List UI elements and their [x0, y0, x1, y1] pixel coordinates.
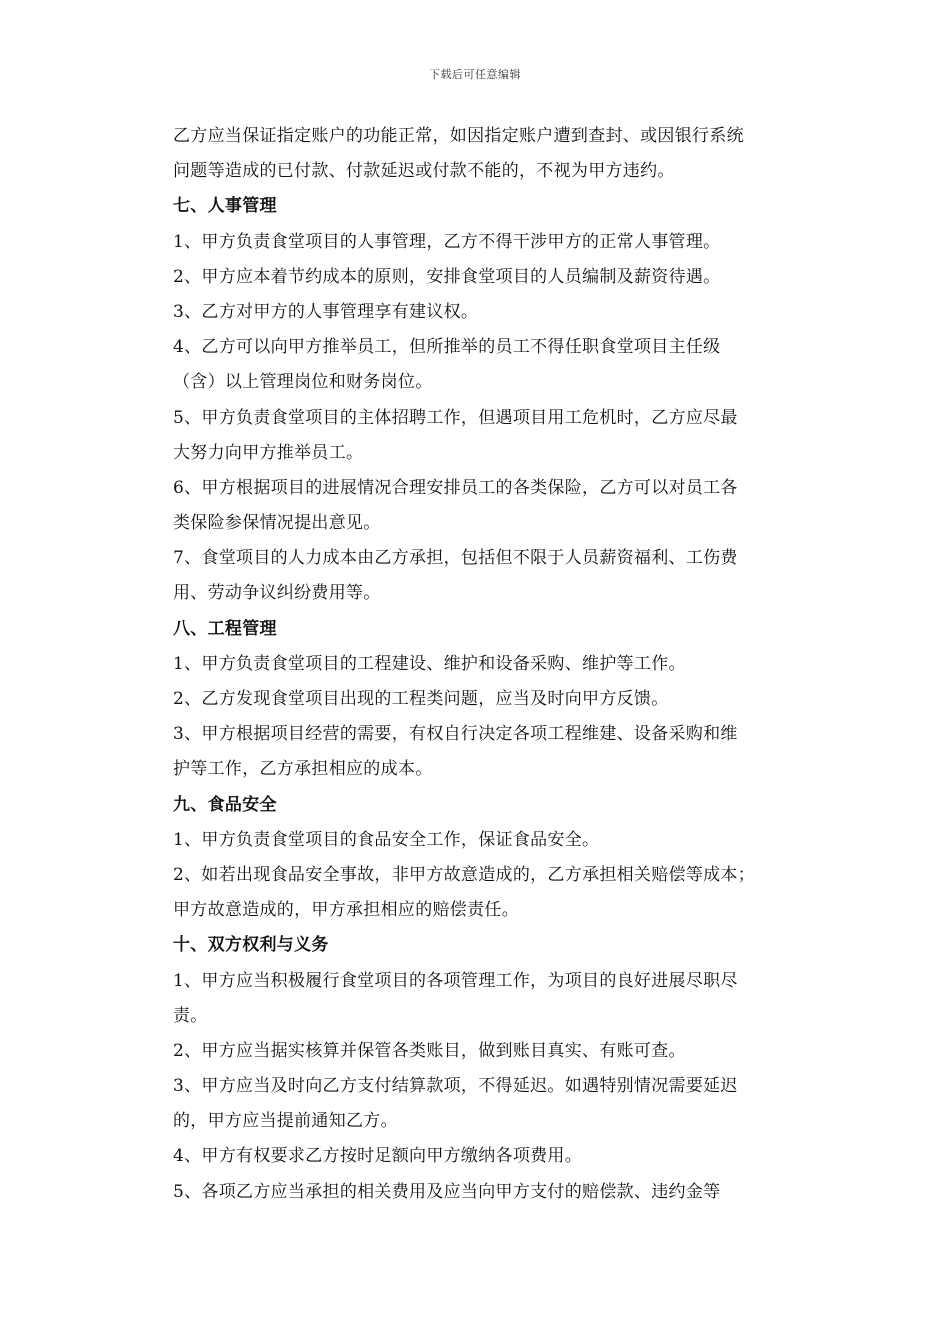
paragraph-line: 问题等造成的已付款、付款延迟或付款不能的，不视为甲方违约。	[173, 161, 675, 182]
paragraph-line: 1、甲方负责食堂项目的人事管理，乙方不得干涉甲方的正常人事管理。	[173, 231, 721, 252]
paragraph-line: 的，甲方应当提前通知乙方。	[173, 1111, 398, 1132]
paragraph-line: 责。	[173, 1005, 208, 1026]
paragraph-line: 大努力向甲方推举员工。	[173, 442, 364, 463]
paragraph-line: 1、甲方负责食堂项目的工程建设、维护和设备采购、维护等工作。	[173, 653, 686, 674]
paragraph-line: 2、甲方应当据实核算并保管各类账目，做到账目真实、有账可查。	[173, 1040, 686, 1061]
paragraph-line: 3、甲方根据项目经营的需要，有权自行决定各项工程维建、设备采购和维	[173, 724, 738, 745]
paragraph-line: （含）以上管理岗位和财务岗位。	[173, 372, 433, 393]
paragraph-line: 用、劳动争议纠纷费用等。	[173, 583, 381, 604]
paragraph-line: 4、甲方有权要求乙方按时足额向甲方缴纳各项费用。	[173, 1146, 583, 1167]
paragraph-line: 5、各项乙方应当承担的相关费用及应当向甲方支付的赔偿款、违约金等	[173, 1181, 721, 1202]
document-body	[173, 119, 823, 1210]
paragraph-line: 7、食堂项目的人力成本由乙方承担，包括但不限于人员薪资福利、工伤费	[173, 548, 738, 569]
paragraph-line: 4、乙方可以向甲方推举员工，但所推举的员工不得任职食堂项目主任级	[173, 337, 721, 358]
paragraph-line: 1、甲方应当积极履行食堂项目的各项管理工作，为项目的良好进展尽职尽	[173, 970, 738, 991]
paragraph-line: 6、甲方根据项目的进展情况合理安排员工的各类保险，乙方可以对员工各	[173, 477, 738, 498]
paragraph-line: 2、乙方发现食堂项目出现的工程类问题，应当及时向甲方反馈。	[173, 689, 669, 709]
section-heading-food-safety: 九、食品安全	[173, 794, 277, 815]
section-heading-engineering: 八、工程管理	[173, 618, 277, 639]
paragraph-line: 2、如若出现食品安全事故，非甲方故意造成的，乙方承担相关赔偿等成本；	[173, 864, 756, 885]
paragraph-line: 类保险参保情况提出意见。	[173, 513, 381, 534]
paragraph-line: 1、甲方负责食堂项目的食品安全工作，保证食品安全。	[173, 829, 600, 850]
paragraph-line: 乙方应当保证指定账户的功能正常，如因指定账户遭到查封、或因银行系统	[173, 126, 744, 146]
paragraph-line: 5、甲方负责食堂项目的主体招聘工作，但遇项目用工危机时，乙方应尽最	[173, 407, 738, 428]
section-heading-personnel: 七、人事管理	[173, 196, 277, 217]
paragraph-line: 2、甲方应本着节约成本的原则，安排食堂项目的人员编制及薪资待遇。	[173, 266, 721, 287]
page-header-note: 下载后可任意编辑	[429, 68, 521, 81]
paragraph-line: 3、乙方对甲方的人事管理享有建议权。	[173, 301, 479, 322]
paragraph-line: 3、甲方应当及时向乙方支付结算款项，不得延迟。如遇特别情况需要延迟	[173, 1076, 738, 1097]
paragraph-line: 护等工作，乙方承担相应的成本。	[173, 759, 433, 780]
paragraph-line: 甲方故意造成的，甲方承担相应的赔偿责任。	[173, 900, 519, 921]
section-heading-rights-obligations: 十、双方权利与义务	[173, 935, 329, 956]
